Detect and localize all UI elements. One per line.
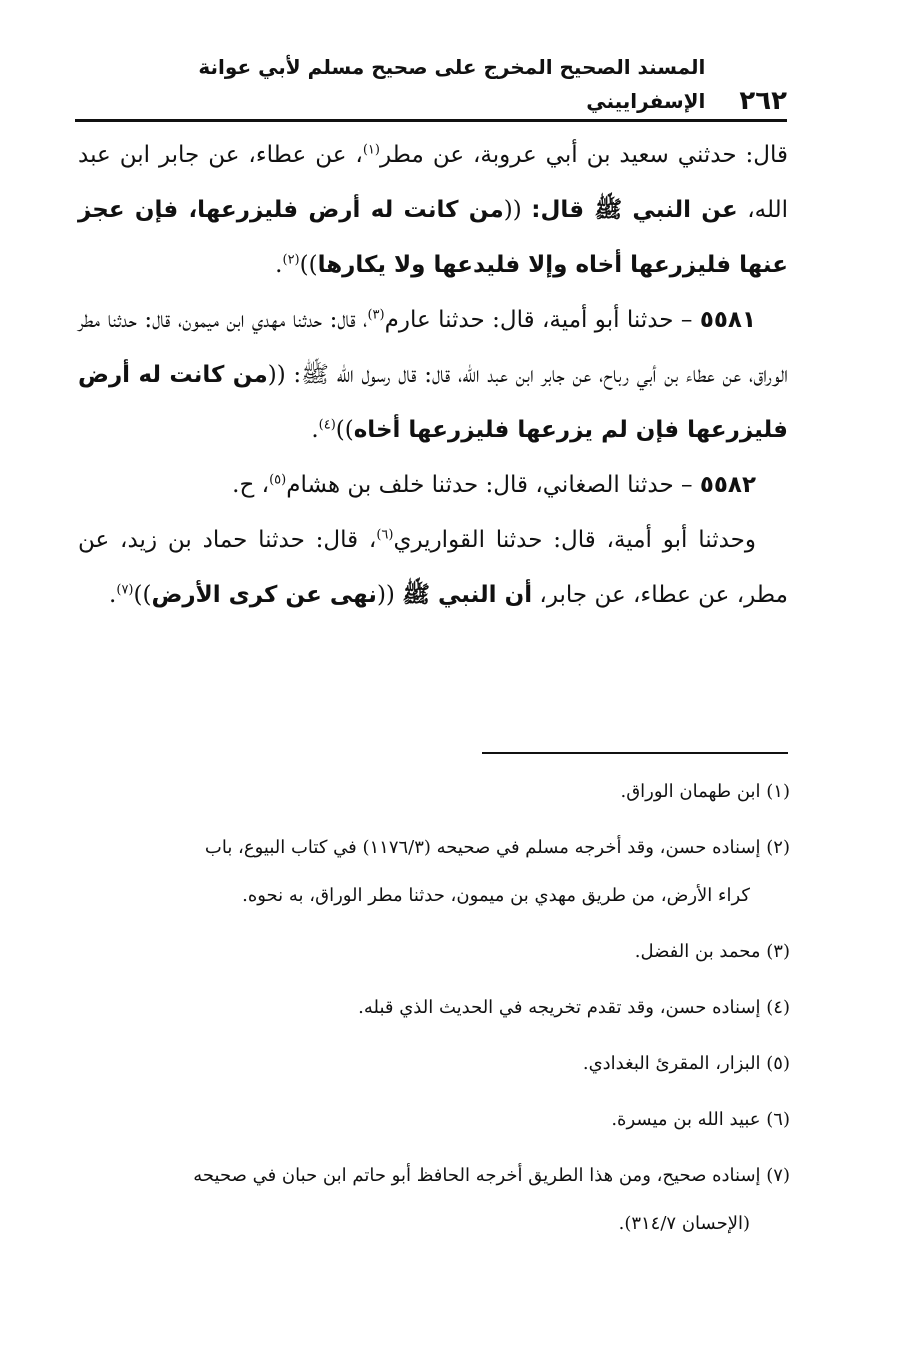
paragraph-4 <box>78 513 788 623</box>
footnote-ref-7: (٧) <box>116 582 134 598</box>
text-run: . <box>275 252 283 278</box>
paragraph-1 <box>78 128 788 293</box>
footnote-7-line-2: (الإحسان ٣١٤/٧). <box>618 1213 750 1234</box>
text-run: – حدثنا أبو أمية، قال: حدثنا عارم <box>384 307 700 333</box>
quote-close: )) <box>335 417 354 443</box>
hadith-number: ٥٥٨١ <box>699 307 756 333</box>
quote-open: (( <box>376 582 403 608</box>
hadith-text: من كانت له أرض فليزرعها فإن لم يزرعها فليزرعها أخاه <box>78 362 788 443</box>
quote-close: )) <box>133 582 152 608</box>
text-run: . <box>109 582 117 608</box>
text-run: ، قال: حدثنا حماد بن زيد، عن مطر، عن عطاء، عن جابر، <box>78 527 788 608</box>
footnote-ref-4: (٤) <box>318 417 336 433</box>
footnote-2-line-2: كراء الأرض، من طريق مهدي بن ميمون، حدثنا مطر الوراق، به نحوه. <box>242 885 750 906</box>
main-text <box>78 128 788 623</box>
page-header <box>75 55 787 118</box>
text-run-bold: عن النبي ﷺ قال: <box>531 197 738 223</box>
footnotes <box>78 768 790 1256</box>
footnote-ref-5: (٥) <box>269 472 287 488</box>
footnote-7 <box>78 1152 790 1248</box>
quote-close: )) <box>299 252 318 278</box>
footnote-2 <box>78 824 790 920</box>
footnote-2-line-1: (٢) إسناده حسن، وقد أخرجه مسلم في صحيحه (١١٧٦/٣) في كتاب البيوع، باب <box>204 837 790 858</box>
text-run-bold: أن النبي ﷺ <box>402 582 533 608</box>
hadith-text: نهى عن كرى الأرض <box>151 582 377 608</box>
text-run: . <box>311 417 319 443</box>
footnote-5: (٥) البزار، المقرئ البغدادي. <box>582 1053 790 1074</box>
footnote-ref-6: (٦) <box>376 527 394 543</box>
footnote-7-line-1: (٧) إسناده صحيح، ومن هذا الطريق أخرجه الحافظ أبو حاتم ابن حبان في صحيحه <box>193 1165 790 1186</box>
footnote-6: (٦) عبيد الله بن ميسرة. <box>611 1109 790 1130</box>
header-divider <box>75 119 787 122</box>
page-number: ٢٦٢ <box>739 86 787 116</box>
running-title: المسند الصحيح المخرج على صحيح مسلم لأبي عوانة الإسفراييني <box>198 55 706 113</box>
text-run: – حدثنا الصغاني، قال: حدثنا خلف بن هشام <box>286 472 700 498</box>
footnote-4: (٤) إسناده حسن، وقد تقدم تخريجه في الحديث الذي قبله. <box>358 997 790 1018</box>
paragraph-5582 <box>78 458 788 513</box>
footnote-1: (١) ابن طهمان الوراق. <box>620 781 790 802</box>
quote-open: (( <box>503 197 532 223</box>
text-run: ، ح. <box>232 472 270 498</box>
text-run: ، عن عطاء، عن جابر ابن عبد الله، <box>78 142 789 223</box>
hadith-text: من كانت له أرض فليزرعها، فإن عجز عنها فليزرعها أخاه وإلا فليدعها ولا يكارها <box>78 197 788 278</box>
footnote-divider <box>482 752 788 754</box>
text-run: وحدثنا أبو أمية، قال: حدثنا القواريري <box>393 527 756 553</box>
footnote-ref-2: (٢) <box>282 252 300 268</box>
text-run: قال: حدثني سعيد بن أبي عروبة، عن مطر <box>379 142 788 168</box>
text-run: ، قال: حدثنا مهدي ابن ميمون، قال: حدثنا مطر الوراق، عن عطاء بن أبي رباح، عن جابر ابن عبد الله، قال: قال رسول الله ﷺ: (( <box>78 307 789 388</box>
hadith-number: ٥٥٨٢ <box>699 472 756 498</box>
footnote-ref-3: (٣) <box>367 307 385 323</box>
footnote-3: (٣) محمد بن الفضل. <box>634 941 790 962</box>
paragraph-5581 <box>78 293 788 458</box>
footnote-ref-1: (١) <box>362 142 380 158</box>
